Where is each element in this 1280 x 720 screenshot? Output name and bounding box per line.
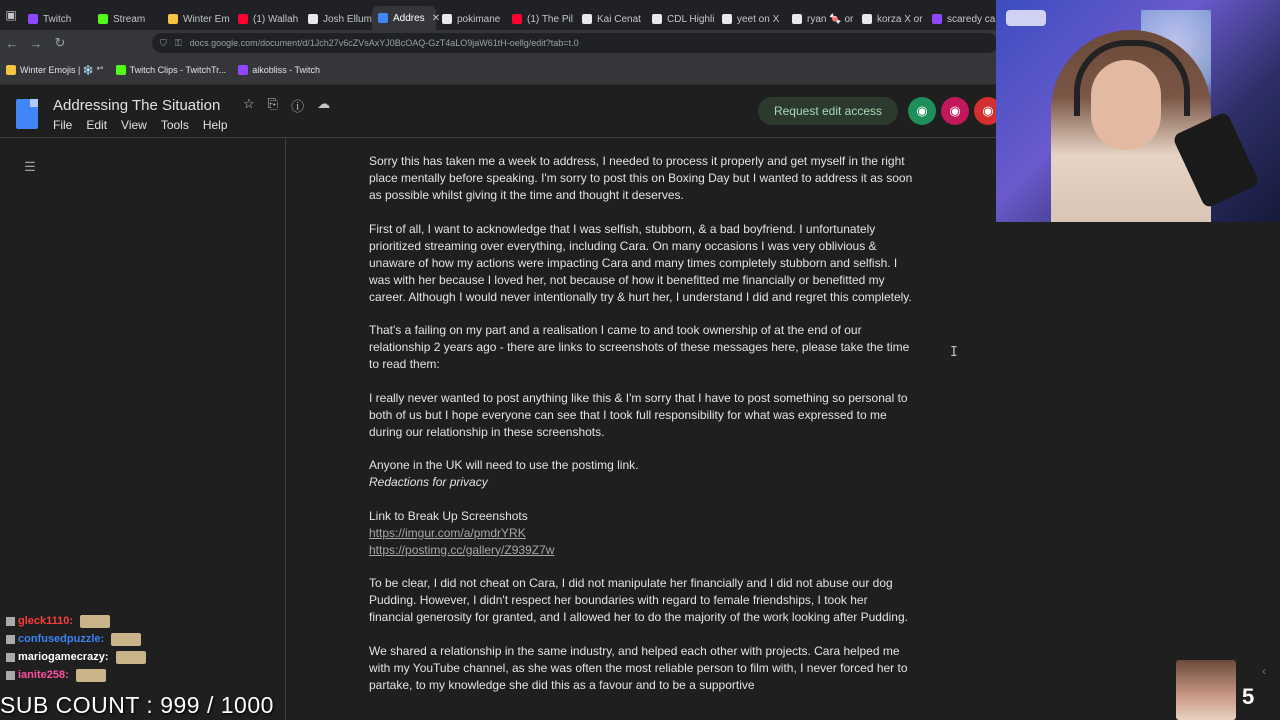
tab-label: scaredy ca: [947, 13, 996, 25]
tab-favicon-icon: [238, 14, 248, 24]
browser-tab[interactable]: [716, 8, 786, 30]
tab-label: CDL Highli: [667, 13, 715, 25]
paragraph: That's a failing on my part and a realisation I came to and took ownership of at the end of our relationship 2 years ago - there are links to screenshots of these messages here, please take the time to read them:: [369, 323, 910, 371]
tab-label: Addres: [393, 12, 425, 24]
shield-icon[interactable]: ⛉: [160, 37, 167, 48]
docs-logo-icon[interactable]: [16, 99, 38, 129]
bookmarks-bar: [0, 56, 1002, 85]
collaborator-avatar[interactable]: ◉: [908, 97, 936, 125]
stream-panel: [996, 0, 1280, 720]
browser-tab[interactable]: [92, 8, 162, 30]
bookmark-favicon-icon: [6, 65, 16, 75]
paragraph: I really never wanted to post anything like this & I'm sorry that I have to post something so personal to both of us but I hope everyone can see that I took full responsibility for what was expressed to me during our relationship in these screenshots.: [369, 390, 908, 439]
paragraph: Sorry this has taken me a week to address, I needed to process it properly and get myself in the right place mentally before speaking. I'm sorry to post this on Boxing Day but I wanted to address it as soon as possible whilst giving it the time and thought it deserves.: [369, 154, 913, 202]
browser-tab[interactable]: [162, 8, 232, 30]
webcam-feed: [996, 0, 1280, 222]
tab-favicon-icon: [168, 14, 178, 24]
tab-label: ryan 🍬 or: [807, 13, 854, 25]
browser-toolbar: [0, 30, 996, 56]
bookmark-label: aikobliss - Twitch: [252, 65, 321, 75]
address-bar[interactable]: [152, 33, 998, 53]
menu-bar: [53, 118, 228, 132]
chat-message: [6, 648, 146, 666]
ring-light: [1006, 10, 1046, 26]
tab-favicon-icon: [28, 14, 38, 24]
tab-favicon-icon: [442, 14, 452, 24]
tab-label: yeet on X: [737, 13, 780, 25]
postimg-link[interactable]: https://postimg.cc/gallery/Z939Z7w: [369, 542, 555, 557]
subscriber-thumbnail: [1176, 660, 1236, 720]
menu-item-file[interactable]: File: [53, 118, 73, 132]
page-edge: [285, 138, 286, 720]
collaborator-avatar[interactable]: ◉: [941, 97, 969, 125]
links-heading: Link to Break Up Screenshots: [369, 508, 528, 523]
document-outline-icon[interactable]: ☰: [24, 159, 36, 174]
collaborator-avatars: [908, 97, 1002, 125]
browser-tab[interactable]: [646, 8, 716, 30]
chat-emote-icon: [76, 669, 106, 682]
chat-message: [6, 666, 146, 684]
menu-item-help[interactable]: Help: [202, 118, 228, 132]
back-icon[interactable]: ←: [5, 35, 19, 51]
tab-favicon-icon: [582, 14, 592, 24]
tab-label: korza X or: [877, 13, 923, 25]
bookmark-item[interactable]: [116, 65, 227, 75]
sub-counter: 5: [1242, 684, 1255, 709]
menu-item-tools[interactable]: Tools: [160, 118, 189, 132]
tab-label: (1) Wallah: [253, 13, 299, 25]
move-folder-icon[interactable]: ⎘: [267, 96, 279, 111]
browser-tab[interactable]: [372, 6, 441, 30]
docs-header: [0, 85, 996, 138]
paragraph: We shared a relationship in the same industry, and helped each other with projects. Cara helped me with my YouTube channel, as she was often the most reliable person to film with, I never forced her to partake, to my knowledge she did this as a favour and to be a supportive: [369, 643, 908, 692]
menu-item-view[interactable]: View: [121, 118, 147, 132]
tab-label: Kai Cenat: [597, 13, 641, 25]
reload-icon[interactable]: ↻: [54, 35, 66, 50]
tab-label: Twitch: [43, 13, 72, 25]
chat-badge-icon: [6, 617, 15, 626]
chat-username: ianite258:: [18, 669, 69, 681]
tab-label: Winter Em: [183, 13, 230, 25]
browser-tab[interactable]: [436, 8, 506, 30]
menu-item-edit[interactable]: Edit: [86, 118, 108, 132]
chat-emote-icon: [80, 615, 110, 628]
browser-tab[interactable]: [786, 8, 856, 30]
tab-favicon-icon: [652, 14, 662, 24]
tab-favicon-icon: [378, 13, 388, 23]
browser-tab[interactable]: [506, 8, 576, 30]
browser-tab[interactable]: [576, 8, 646, 30]
tab-favicon-icon: [932, 14, 942, 24]
chat-message: [6, 612, 146, 630]
text-cursor-icon: I: [950, 345, 958, 360]
tab-favicon-icon: [308, 14, 318, 24]
info-icon[interactable]: ⓘ: [291, 99, 305, 114]
chat-overlay: [6, 612, 146, 684]
chat-username: gleck1110:: [18, 615, 74, 627]
cloud-icon[interactable]: ☁: [317, 96, 331, 111]
tab-favicon-icon: [512, 14, 522, 24]
imgur-link[interactable]: https://imgur.com/a/pmdrYRK: [369, 525, 526, 540]
document-body: [369, 153, 914, 710]
tab-close-icon[interactable]: ✕: [431, 12, 441, 24]
chat-badge-icon: [6, 653, 15, 662]
paragraph: First of all, I want to acknowledge that I was selfish, stubborn, & a bad boyfriend. I unfortunately prioritized streaming over everything, including Cara. On many occasions I was very oblivious & unaware of how my actions were impacting Cara and many times completely stubborn and selfish. I was with her because I loved her, not because of how it benefitted me financially or benefitted my career. Although I would never intentionally try & hurt her, I understand I did and regret this completely.: [369, 221, 912, 304]
bookmark-favicon-icon: [238, 65, 248, 75]
chat-emote-icon: [116, 651, 146, 664]
collaborator-avatar[interactable]: ◉: [974, 97, 1002, 125]
tab-label: Josh Ellum: [323, 13, 372, 25]
sub-count: SUB COUNT : 999 / 1000: [0, 692, 274, 718]
bookmark-item[interactable]: [6, 65, 104, 76]
uk-note: Anyone in the UK will need to use the postimg link.: [369, 458, 639, 472]
chat-badge-icon: [6, 671, 15, 680]
tab-favicon-icon: [862, 14, 872, 24]
tab-favicon-icon: [722, 14, 732, 24]
tab-label: Stream: [113, 13, 146, 25]
bookmark-favicon-icon: [116, 65, 126, 75]
request-edit-access-button[interactable]: Request edit access: [758, 97, 898, 125]
chat-badge-icon: [6, 635, 15, 644]
tab-search-icon[interactable]: ▣: [5, 8, 17, 22]
bookmark-item[interactable]: [238, 65, 320, 75]
tab-strip: [0, 0, 996, 30]
tab-favicon-icon: [792, 14, 802, 24]
star-icon[interactable]: ☆: [243, 96, 255, 111]
chat-username: confusedpuzzle:: [18, 633, 105, 645]
tab-label: (1) The Pil: [527, 13, 573, 25]
chevron-left-icon[interactable]: ‹: [1262, 664, 1266, 678]
redactions-note: Redactions for privacy: [369, 475, 488, 489]
browser-tab[interactable]: [232, 8, 302, 30]
document-title[interactable]: Addressing The Situation: [53, 97, 221, 114]
forward-icon[interactable]: →: [29, 35, 43, 51]
chat-message: [6, 630, 146, 648]
browser-tab[interactable]: [302, 8, 372, 30]
bookmark-label: Winter Emojis | ❄️ *°: [20, 64, 104, 75]
browser-tab[interactable]: [856, 8, 926, 30]
paragraph: To be clear, I did not cheat on Cara, I did not manipulate her financially and I did not abuse our dog Pudding. However, I didn't respect her boundaries with regard to female friendships, I took her financial generosity for granted, and I allowed her to do the majority of the work looking after Pudding.: [369, 576, 908, 624]
browser-tab[interactable]: [926, 8, 996, 30]
tab-label: pokimane: [457, 13, 501, 25]
url-text: docs.google.com/document/d/1Jch27v6cZVsAxYJ0BcOAQ-GzT4aLO9jaW61tH-oellg/edit?tab=t.0: [189, 38, 579, 48]
tab-favicon-icon: [98, 14, 108, 24]
chat-emote-icon: [111, 633, 141, 646]
bookmark-label: Twitch Clips - TwitchTr...: [129, 65, 227, 75]
chat-username: mariogamecrazy:: [18, 651, 109, 663]
browser-tab[interactable]: [22, 8, 92, 30]
site-info-icon[interactable]: ⚿: [174, 37, 182, 48]
